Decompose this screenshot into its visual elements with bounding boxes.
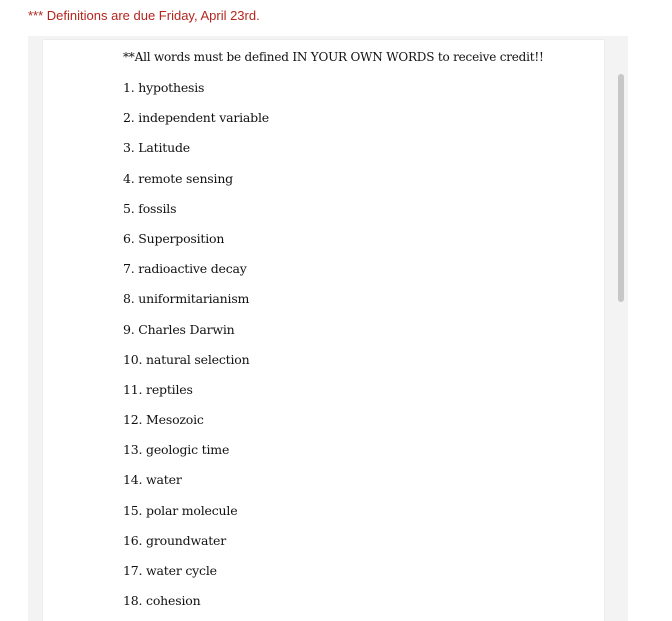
list-item: 12. Mesozoic — [123, 412, 204, 428]
list-item: 9. Charles Darwin — [123, 321, 235, 337]
list-item: 6. Superposition — [123, 230, 225, 246]
list-item: 13. geologic time — [123, 442, 230, 458]
list-item: 17. water cycle — [123, 563, 217, 578]
vertical-scrollbar[interactable] — [614, 36, 628, 621]
document-viewer[interactable] — [28, 36, 628, 621]
document-page — [43, 40, 604, 621]
list-item: 10. natural selection — [123, 351, 250, 367]
vocabulary-list — [123, 81, 269, 621]
list-item: 3. Latitude — [123, 140, 190, 156]
list-item: 11. reptiles — [123, 381, 193, 397]
list-item: 7. radioactive decay — [123, 261, 247, 277]
list-item: 4. remote sensing — [123, 170, 233, 186]
list-item: 2. independent variable — [123, 110, 269, 126]
list-item: 5. fossils — [123, 200, 177, 216]
scrollbar-thumb[interactable] — [618, 74, 624, 302]
list-item: 14. water — [123, 472, 182, 488]
due-date-notice: *** Definitions are due Friday, April 23rd. — [28, 8, 260, 23]
list-item: 15. polar molecule — [123, 502, 238, 518]
list-item: 8. uniformitarianism — [123, 291, 250, 307]
list-item: 16. groundwater — [123, 532, 227, 548]
list-item: 1. hypothesis — [123, 80, 205, 95]
list-item: 18. cohesion — [123, 593, 201, 609]
instruction-text: **All words must be defined IN YOUR OWN WORDS to receive credit!! — [123, 50, 544, 64]
